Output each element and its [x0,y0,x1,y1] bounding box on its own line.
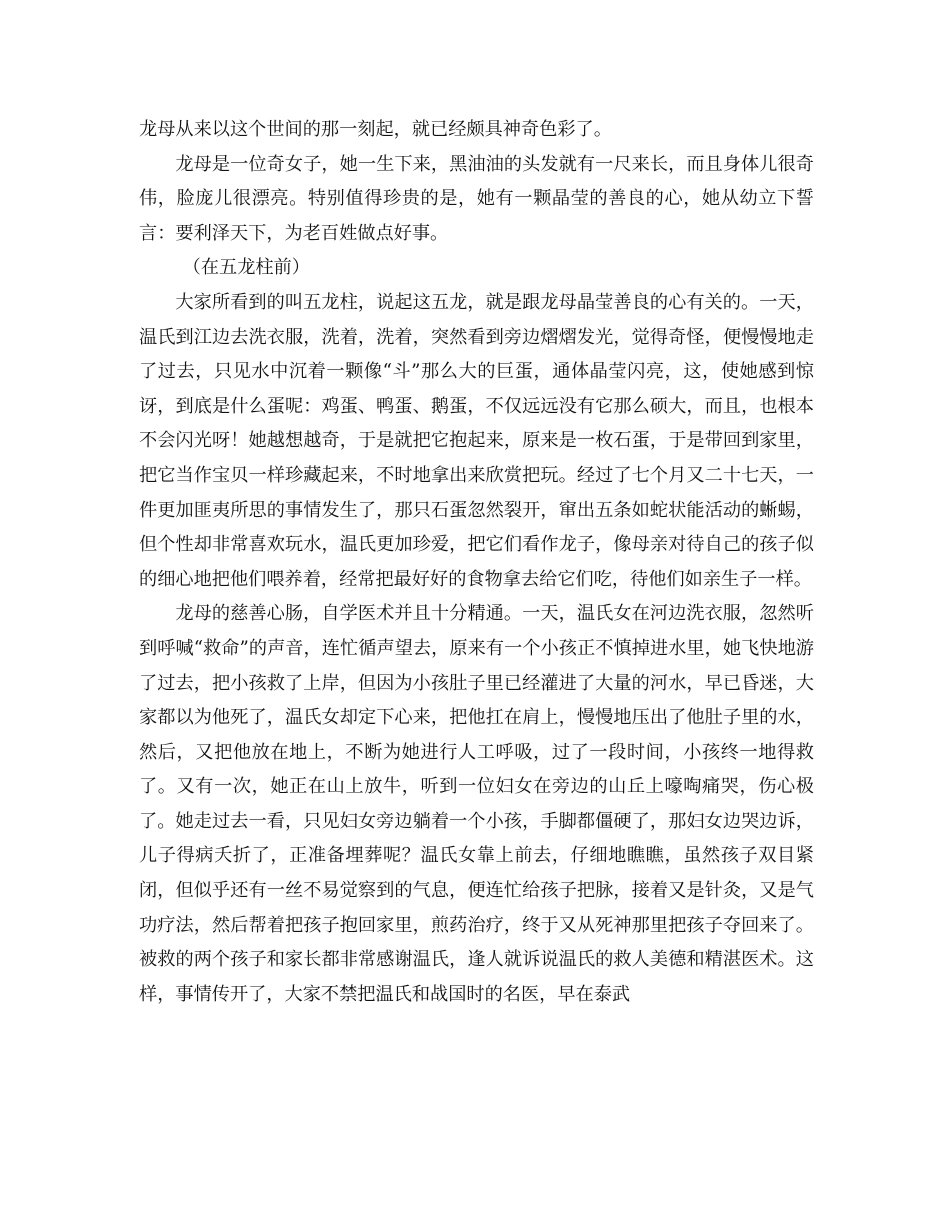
paragraph-continuation: 龙母从来以这个世间的那一刻起，就已经颇具神奇色彩了。 [139,119,612,140]
paragraph-medical-story: 龙母的慈善心肠，自学医术并且十分精通。一天，温氏女在河边洗衣服，忽然听到呼喊“救命”的声音，连忙循声望去，原来有一个小孩正不慎掉进水里，她飞快地游了过去，把小孩救了上岸，但因为小孩肚子里已经灌进了大量的河水，早已昏迷，大家都以为他死了，温氏女却定下心来，把他扛在肩上，慢慢地压出了他肚子里的水，然后，又把他放在地上，不断为她进行人工呼吸，过了一段时间，小孩终一地得救了。又有一次，她正在山上放牛，听到一位妇女在旁边的山丘上嚎啕痛哭，伤心极了。她走过去一看，只见妇女旁边躺着一个小孩，手脚都僵硬了，那妇女边哭边诉，儿子得病夭折了，正准备埋葬呢？温氏女靠上前去，仔细地瞧瞧，虽然孩子双目紧闭，但似乎还有一丝不易觉察到的气息，便连忙给孩子把脉，接着又是针灸，又是气功疗法，然后帮着把孩子抱回家里，煎药治疗，终于又从死神那里把孩子夺回来了。被救的两个孩子和家长都非常感谢温氏，逢人就诉说温氏的救人美德和精湛医术。这样，事情传开了，大家不禁把温氏和战国时的名医，早在泰武 [139,603,814,1005]
document-body [139,113,814,1012]
paragraph-five-dragon-story: 大家所看到的叫五龙柱，说起这五龙，就是跟龙母晶莹善良的心有关的。一天，温氏到江边去洗衣服，洗着，洗着，突然看到旁边熠熠发光，觉得奇怪，便慢慢地走了过去，只见水中沉着一颗像“斗”那么大的巨蛋，通体晶莹闪亮，这，使她感到惊讶，到底是什么蛋呢：鸡蛋、鸭蛋、鹅蛋，不仅远远没有它那么硕大，而且，也根本不会闪光呀！她越想越奇，于是就把它抱起来，原来是一枚石蛋，于是带回到家里，把它当作宝贝一样珍藏起来，不时地拿出来欣赏把玩。经过了七个月又二十七天，一件更加匪夷所思的事情发生了，那只石蛋忽然裂开，窜出五条如蛇状能活动的蜥蜴，但个性却非常喜欢玩水，温氏更加珍爱，把它们看作龙子，像母亲对待自己的孩子似的细心地把他们喂养着，经常把最好好的食物拿去给它们吃，待他们如亲生子一样。 [139,291,814,590]
paragraph-longmu-intro: 龙母是一位奇女子，她一生下来，黑油油的头发就有一尺来长，而且身体儿很奇伟，脸庞儿很漂亮。特别值得珍贵的是，她有一颗晶莹的善良的心，她从幼立下誓言：要利泽天下，为老百姓做点好事。 [139,153,814,244]
section-note-five-dragon-pillar: （在五龙柱前） [182,257,310,279]
